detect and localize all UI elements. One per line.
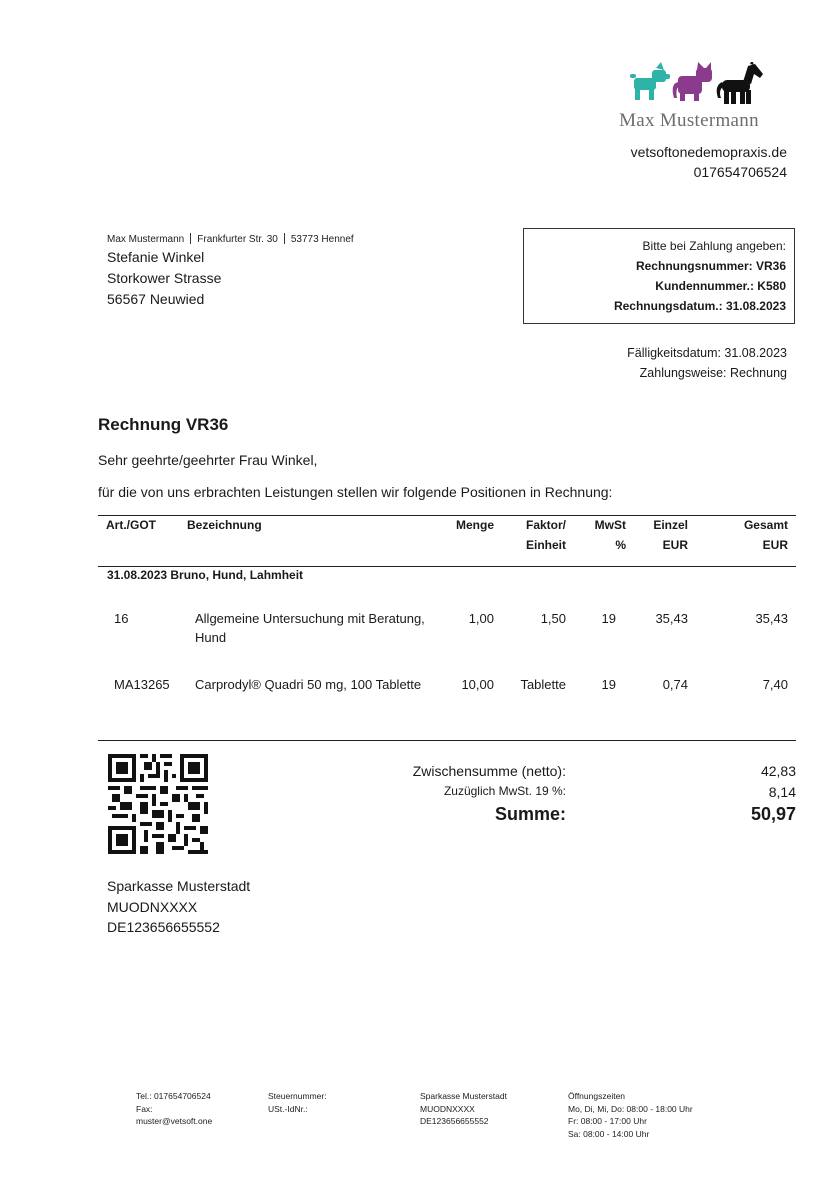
sender-city: 53773 Hennef [290,234,354,245]
row-qty: 1,00 [468,611,494,626]
footer-bank-bic: MUODNXXXX [420,1103,475,1114]
row-unit-price: 0,74 [662,677,688,692]
sender-address-line [107,233,354,245]
row-factor: 1,50 [540,611,566,626]
header-total [744,515,788,555]
row-qty: 10,00 [461,677,494,692]
row-art: MA13265 [114,677,170,692]
footer-contact [136,1090,212,1128]
row-desc [195,609,445,647]
subtotal-value: 42,83 [760,763,796,779]
header-unit-line1: Einzel [653,518,688,532]
bank-bic: MUODNXXXX [107,898,198,915]
footer-bank-name: Sparkasse Musterstadt [420,1091,507,1101]
header-unit-line2: EUR [662,538,688,552]
table-bottom-divider [98,740,796,741]
vat-value: 8,14 [768,784,796,800]
row-total: 7,40 [762,677,788,692]
sum-label: Summe: [494,804,566,824]
table-header-divider [98,566,796,567]
cat-icon [673,62,712,101]
row-art: 16 [114,611,129,626]
footer-email[interactable]: muster@vetsoft.one [136,1116,213,1126]
subtotal-label: Zwischensumme (netto): [412,763,566,779]
footer-hours-saturday: Sa: 08:00 - 14:00 Uhr [568,1128,650,1139]
practice-website[interactable]: vetsoftonedemopraxis.de [630,144,787,160]
separator [284,233,285,244]
footer-hours-friday: Fr: 08:00 - 17:00 Uhr [568,1116,647,1126]
horse-icon [717,62,763,104]
payment-method: Zahlungsweise: Rechnung [639,366,787,380]
practice-phone[interactable]: 017654706524 [693,164,787,180]
sum-value: 50,97 [750,804,796,824]
footer-opening-hours [568,1090,693,1140]
footer-hours-weekdays: Mo, Di, Mi, Do: 08:00 - 18:00 Uhr [568,1103,693,1114]
due-date: Fälligkeitsdatum: 31.08.2023 [627,346,787,360]
footer-hours-title: Öffnungszeiten [568,1091,626,1101]
row-desc [195,675,445,694]
recipient-address [107,247,221,310]
invoice-number: Rechnungsnummer: VR36 [635,259,786,273]
customer-number: Kundennummer.: K580 [655,279,786,293]
footer-bank [420,1090,507,1128]
footer-vat-id: USt.-IdNr.: [268,1103,308,1114]
footer-tax-number: Steuernummer: [268,1091,327,1101]
footer-tax [268,1090,327,1115]
payment-box-heading: Bitte bei Zahlung angeben: [642,239,786,253]
row-desc-line1: Carprodyl® Quadri 50 mg, 100 Tablette [195,677,422,692]
header-total-line2: EUR [762,538,788,552]
dog-icon [630,62,670,100]
recipient-name: Stefanie Winkel [107,249,205,265]
recipient-city: 56567 Neuwied [107,291,205,307]
header-total-line1: Gesamt [743,518,788,532]
row-vat: 19 [601,611,616,626]
row-unit-price: 35,43 [655,611,688,626]
header-qty: Menge [455,518,494,532]
sender-name: Max Mustermann [107,234,185,245]
footer-bank-iban: DE123656655552 [420,1116,489,1126]
header-factor [526,515,566,555]
separator [190,233,191,244]
header-desc: Bezeichnung [187,518,262,532]
recipient-street: Storkower Strasse [107,270,222,286]
due-info [627,343,787,383]
bank-iban: DE123656655552 [107,919,220,935]
practice-name: Max Mustermann [619,110,759,131]
bank-details [107,876,250,938]
invoice-title: Rechnung VR36 [98,415,229,434]
footer-fax: Fax: [136,1103,153,1114]
row-factor: Tablette [520,677,566,692]
payment-qr-code-icon [108,754,208,854]
bank-name: Sparkasse Musterstadt [107,878,251,894]
treatment-group-heading: 31.08.2023 Bruno, Hund, Lahmheit [107,568,304,582]
header-unit-price [653,515,688,555]
header-vat [595,515,626,555]
header-vat-line2: % [615,538,626,552]
header-factor-line1: Faktor/ [525,518,566,532]
header-vat-line1: MwSt [594,518,626,532]
row-total: 35,43 [755,611,788,626]
vat-label: Zuzüglich MwSt. 19 %: [443,784,566,798]
row-desc-line2: Hund [195,630,227,645]
greeting: Sehr geehrte/geehrter Frau Winkel, [98,452,318,468]
sender-street: Frankfurter Str. 30 [197,234,278,245]
header-art: Art./GOT [106,518,156,532]
animals-logo-icon [630,62,765,108]
footer-tel: Tel.: 017654706524 [136,1091,211,1101]
row-vat: 19 [601,677,616,692]
invoice-date: Rechnungsdatum.: 31.08.2023 [613,299,786,313]
header-factor-line2: Einheit [525,538,566,552]
row-desc-line1: Allgemeine Untersuchung mit Beratung, [195,611,425,626]
intro-text: für die von uns erbrachten Leistungen stellen wir folgende Positionen in Rechnung: [98,484,613,500]
practice-contact [631,142,787,182]
payment-reference-box [523,228,795,324]
